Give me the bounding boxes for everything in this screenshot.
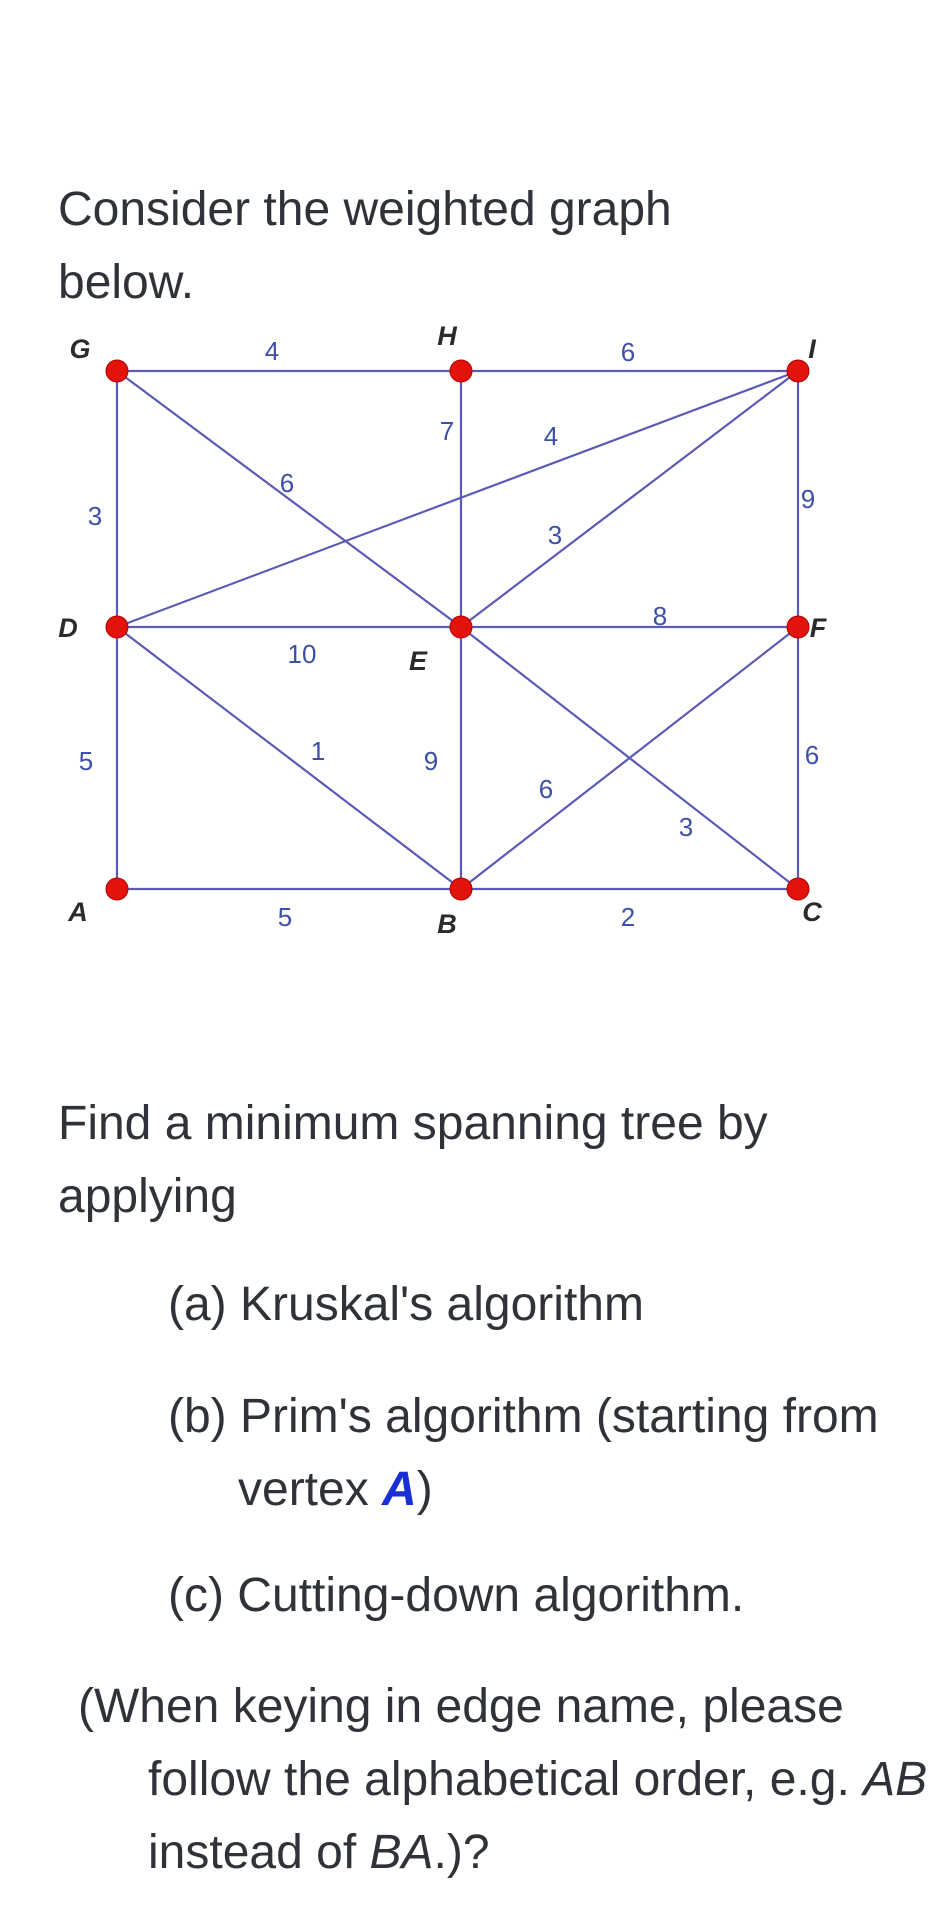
note-example-ab: AB (863, 1753, 928, 1806)
vertex-h (450, 360, 472, 382)
weighted-graph (0, 300, 900, 960)
vertex-label-b: B (437, 909, 457, 939)
note-example-ba: BA (369, 1826, 434, 1879)
vertex-label-d: D (58, 613, 78, 643)
vertex-label-e: E (408, 646, 428, 676)
vertex-label-c: C (802, 897, 822, 927)
intro-text: Consider the weighted graph below. (58, 183, 672, 309)
vertex-label-a: A (68, 897, 88, 927)
option-c-cutting-down: (c) Cutting-down algorithm. (168, 1569, 745, 1622)
option-b-text: (b) Prim's algorithm (starting from vertex (168, 1390, 879, 1516)
weight-di: 4 (543, 421, 559, 451)
weight-gd: 3 (87, 501, 103, 531)
option-b-prim (168, 1380, 938, 1526)
weight-bf: 6 (538, 774, 554, 804)
weight-ab: 5 (277, 902, 293, 932)
vertex-e (450, 616, 472, 638)
vertex-b (450, 878, 472, 900)
vertex-i (787, 360, 809, 382)
weight-ge: 6 (279, 468, 295, 498)
weight-hi: 6 (620, 337, 636, 367)
vertex-label-g: G (69, 334, 91, 364)
vertex-label-f: F (809, 613, 827, 643)
option-a-kruskal: (a) Kruskal's algorithm (168, 1278, 644, 1331)
weight-if: 9 (800, 484, 816, 514)
weight-ec: 3 (678, 812, 694, 842)
weight-da: 5 (78, 746, 94, 776)
weight-he: 7 (439, 416, 455, 446)
note-text-1: (When keying in edge name, please follow the alphabetical order, e.g. (78, 1680, 864, 1806)
weight-db: 1 (310, 736, 326, 766)
weight-ef: 8 (652, 601, 668, 631)
weight-ei: 3 (547, 520, 563, 550)
option-b-start-vertex: A (382, 1463, 417, 1516)
vertex-a (106, 878, 128, 900)
edge-di (117, 371, 798, 627)
weight-bc: 2 (620, 902, 636, 932)
edge-ei (461, 371, 798, 627)
edge-ge (117, 371, 461, 627)
note-text-3: .)? (433, 1826, 490, 1879)
edge-naming-note (78, 1670, 948, 1889)
weight-de: 10 (287, 639, 317, 669)
question-text: Find a minimum spanning tree by applying (58, 1097, 768, 1223)
weight-fc: 6 (804, 740, 820, 770)
vertex-f (787, 616, 809, 638)
vertex-d (106, 616, 128, 638)
vertex-label-i: I (808, 334, 816, 364)
weight-gh: 4 (264, 336, 280, 366)
option-b-suffix: ) (416, 1463, 433, 1516)
vertex-label-h: H (437, 321, 457, 351)
weight-eb: 9 (423, 746, 439, 776)
vertex-g (106, 360, 128, 382)
note-text-2: instead of (148, 1826, 370, 1879)
